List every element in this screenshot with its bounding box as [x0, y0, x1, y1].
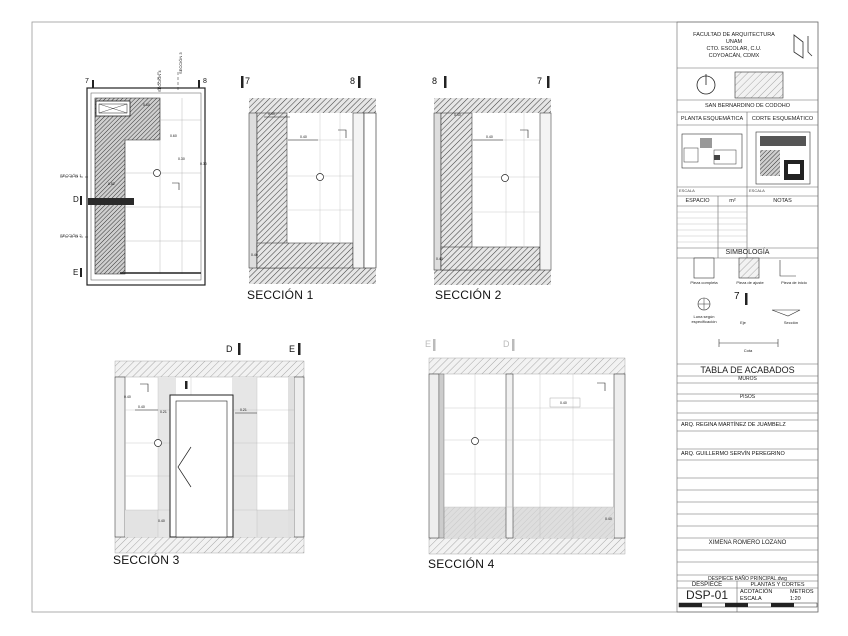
eje-symbol: [745, 293, 748, 305]
name-1: ARQ. REGINA MARTÍNEZ DE JUAMBELZ: [681, 422, 786, 428]
faculty-line-3: CTO. ESCOLAR, C.U.: [706, 46, 762, 52]
section-4-title: SECCIÓN 4: [428, 557, 495, 571]
plan-axis-8: 8: [203, 78, 207, 85]
s1-axis-left: 7: [245, 76, 251, 86]
plan-cut-3: SECCIÓN 3: [178, 52, 183, 74]
faculty-logo: [794, 35, 812, 58]
faculty-line-2: UNAM: [725, 39, 743, 45]
svg-text:0.40: 0.40: [436, 257, 443, 261]
location-map-icon: [735, 72, 783, 98]
s2-axis-right: 7: [537, 76, 543, 86]
svg-text:0.40: 0.40: [138, 405, 145, 409]
corte-esquematico-thumbnail: [756, 132, 810, 184]
svg-text:0.40: 0.40: [486, 135, 493, 139]
section-4-drawing: [429, 339, 625, 554]
s1-axis-right: 8: [350, 76, 356, 86]
tabla-acabados-title: TABLA DE ACABADOS: [700, 365, 795, 375]
file-name: DESPIECE BAÑO PRINCIPAL.dwg: [708, 576, 787, 582]
s4-axis-left: E: [425, 339, 432, 349]
name-2: ARQ. GUILLERMO SERVÍN PEREGRINO: [681, 451, 785, 457]
planta-esquematica-thumbnail: [682, 134, 742, 168]
faculty-line-4: COYOACÁN, CDMX: [708, 53, 760, 59]
section-2-drawing: [434, 76, 551, 285]
section-3-drawing: [115, 343, 304, 553]
legend-cota: Cota: [743, 348, 753, 353]
svg-text:0.40: 0.40: [454, 113, 461, 117]
plantas-cortes-label: PLANTAS Y CORTES: [750, 582, 805, 588]
svg-text:0.60: 0.60: [143, 103, 150, 107]
pieza-ajuste-symbol: [739, 258, 759, 278]
muros-label: MUROS: [738, 376, 757, 382]
s2-axis-left: 8: [432, 76, 438, 86]
legend-pieza-inicio: Pieza de inicio: [781, 280, 807, 285]
svg-text:0.21: 0.21: [160, 410, 167, 414]
plan-axis-e: E: [73, 268, 79, 277]
planta-esquematica-label: PLANTA ESQUEMÁTICA: [680, 116, 744, 122]
header-m2: m²: [729, 198, 736, 204]
escala-corte-label: ESCALA: [749, 188, 765, 193]
metros-label: METROS: [790, 589, 814, 595]
svg-text:0.30: 0.30: [178, 157, 185, 161]
plan-cut-2: SECCIÓN 2: [60, 233, 82, 238]
escala-value: 1:20: [790, 596, 801, 602]
svg-text:0.40: 0.40: [268, 112, 275, 116]
floor-plan: [60, 72, 207, 285]
acotacion-label: ACOTACIÓN: [740, 589, 773, 595]
plan-axis-7: 7: [85, 78, 89, 85]
legend-seccion: Sección: [783, 320, 799, 325]
corte-esquematico-label: CORTE ESQUEMÁTICO: [751, 116, 814, 122]
s3-axis-left: D: [226, 344, 233, 354]
faculty-info: [688, 32, 780, 60]
pisos-label: PISOS: [739, 394, 756, 400]
seccion-symbol: [772, 310, 800, 316]
plan-cut-4: SECCIÓN 4: [157, 70, 162, 92]
section-3-title: SECCIÓN 3: [113, 553, 180, 567]
svg-text:0.21: 0.21: [240, 408, 247, 412]
faculty-line-1: FACULTAD DE ARQUITECTURA: [693, 32, 775, 38]
project-name: SAN BERNARDINO DE CODOHO: [705, 103, 790, 109]
header-notas: NOTAS: [773, 198, 792, 204]
scale-bar: [679, 603, 817, 607]
legend-pieza-completa: Pieza completa: [690, 280, 718, 285]
svg-text:0.40: 0.40: [158, 519, 165, 523]
escala-plan-label: ESCALA: [679, 188, 695, 193]
simbologia-title: SIMBOLOGÍA: [725, 249, 770, 256]
name-3: XIMENA ROMERO LOZANO: [708, 540, 787, 546]
s4-axis-right: D: [503, 339, 510, 349]
section-2-title: SECCIÓN 2: [435, 288, 502, 302]
simbologia-symbols: [694, 258, 800, 347]
header-espacio: ESPACIO: [685, 198, 710, 204]
svg-text:0.40: 0.40: [300, 135, 307, 139]
sheet-code: DSP-01: [685, 588, 729, 602]
north-arrow-icon: [697, 74, 715, 94]
section-1-drawing: [241, 76, 376, 284]
pieza-inicio-symbol: [780, 260, 796, 276]
plan-axis-d: D: [73, 195, 79, 204]
svg-text:0.40: 0.40: [124, 395, 131, 399]
plan-cut-1: SECCIÓN 1: [60, 173, 82, 178]
svg-text:0.40: 0.40: [560, 401, 567, 405]
svg-text:0.30: 0.30: [200, 162, 207, 166]
legend-luna: Luna según especificación: [691, 314, 717, 324]
legend-pieza-ajuste: Pieza de ajuste: [736, 280, 764, 285]
notes-table-lines: [677, 212, 747, 242]
svg-text:0.40: 0.40: [251, 253, 258, 257]
section-1-title: SECCIÓN 1: [247, 288, 314, 302]
legend-eje-number: 7: [734, 291, 740, 302]
svg-text:0.60: 0.60: [170, 134, 177, 138]
pieza-completa-symbol: [694, 258, 714, 278]
despiece-label: DESPIECE: [691, 582, 723, 588]
svg-text:0.40: 0.40: [605, 517, 612, 521]
legend-eje: Eje: [740, 320, 746, 325]
s3-axis-right: E: [289, 344, 296, 354]
escala-label: ESCALA: [740, 596, 762, 602]
svg-text:0.52: 0.52: [108, 182, 115, 186]
